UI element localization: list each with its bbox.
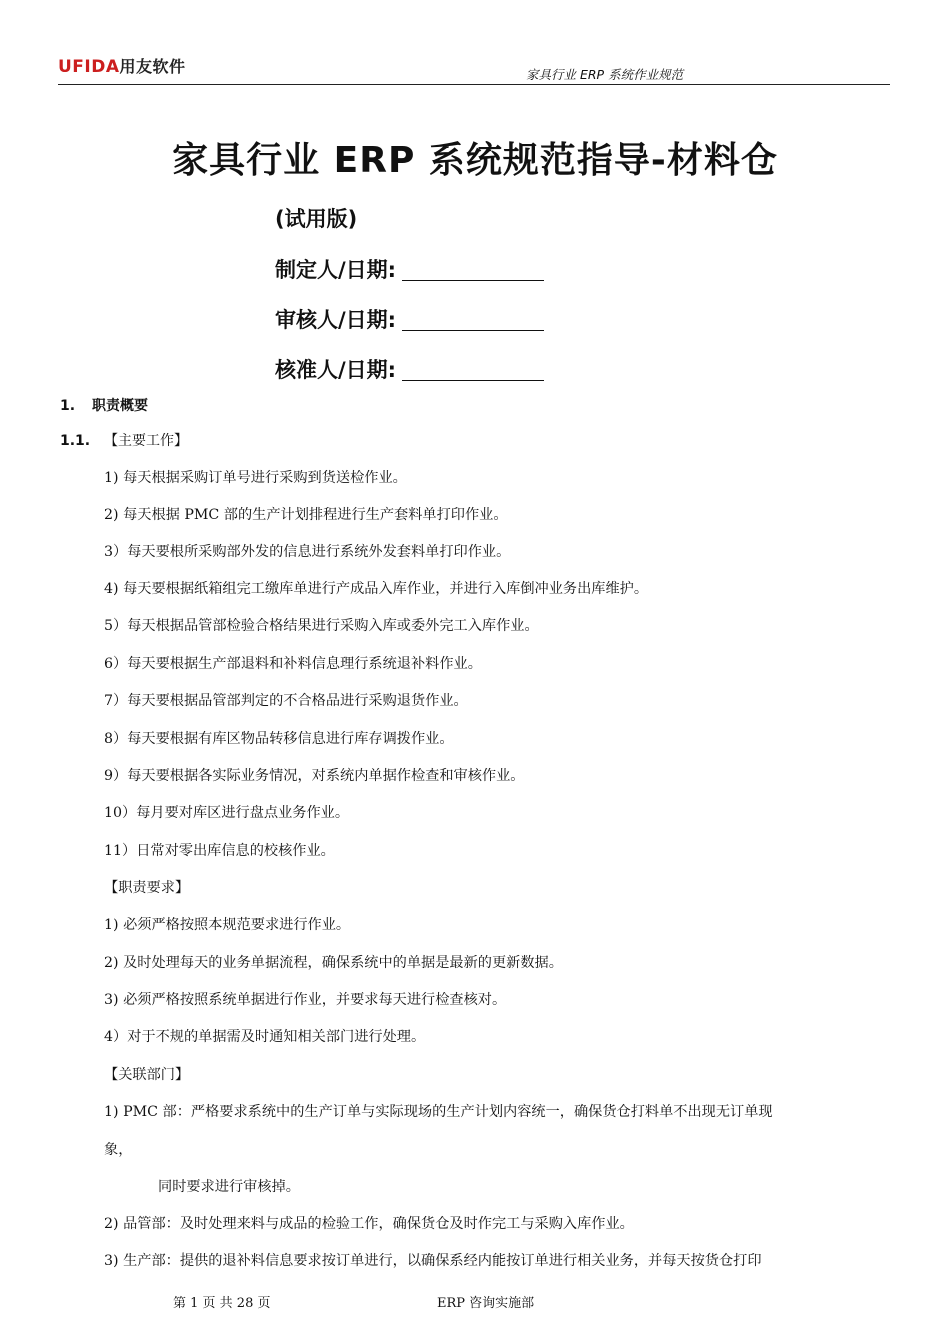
list-item: 3）每天要根所采购部外发的信息进行系统外发套料单打印作业。	[104, 544, 511, 560]
list-item: 2) 及时处理每天的业务单据流程，确保系统中的单据是最新的更新数据。	[104, 955, 563, 971]
list-item: 1) 每天根据采购订单号进行采购到货送检作业。	[104, 470, 407, 486]
list-item-continuation: 象，	[104, 1142, 133, 1158]
list-item: 6）每天要根据生产部退料和补料信息理行系统退补料作业。	[104, 656, 482, 672]
list-item: 4) 每天要根据纸箱组完工缴库单进行产成品入库作业，并进行入库倒冲业务出库维护。	[104, 581, 649, 597]
subsection-heading	[60, 430, 188, 450]
drafter-label: 制定人/日期:	[275, 258, 397, 282]
section-number: 1.	[60, 398, 76, 414]
section-heading	[60, 395, 148, 415]
footer-dept: ERP 咨询实施部	[437, 1296, 535, 1311]
list-item: 10）每月要对库区进行盘点业务作业。	[104, 805, 350, 821]
running-title: 家具行业 ERP 系统作业规范	[526, 67, 684, 82]
list-item: 8）每天要根据有库区物品转移信息进行库存调拨作业。	[104, 731, 454, 747]
dept-heading: 【关联部门】	[104, 1067, 190, 1083]
document-title: 家具行业 ERP 系统规范指导-材料仓	[172, 140, 778, 181]
reviewer-row	[275, 304, 544, 334]
list-item: 11）日常对零出库信息的校核作业。	[104, 843, 335, 859]
page-number: 第 1 页 共 28 页	[173, 1296, 271, 1311]
list-item: 1) 必须严格按照本规范要求进行作业。	[104, 917, 351, 933]
reviewer-blank	[402, 312, 544, 331]
list-item: 1) PMC 部：严格要求系统中的生产订单与实际现场的生产计划内容统一，确保货仓打料单不出现无订单现	[104, 1104, 773, 1120]
subsection-title: 【主要工作】	[104, 433, 188, 449]
edition-label: (试用版)	[275, 207, 358, 231]
list-item: 5）每天根据品管部检验合格结果进行采购入库或委外完工入库作业。	[104, 618, 539, 634]
approver-blank	[402, 362, 544, 381]
list-item: 9）每天要根据各实际业务情况，对系统内单据作检查和审核作业。	[104, 768, 525, 784]
list-item: 7）每天要根据品管部判定的不合格品进行采购退货作业。	[104, 693, 468, 709]
subsection-number: 1.1.	[60, 433, 91, 449]
list-item-continuation: 同时要求进行审核掉。	[158, 1179, 300, 1195]
logo-cn: 用友软件	[119, 57, 186, 76]
drafter-row	[275, 254, 544, 284]
approver-label: 核准人/日期:	[275, 358, 397, 382]
ufida-logo	[58, 54, 186, 77]
logo-brand: UFIDA	[58, 57, 120, 77]
section-title: 职责概要	[92, 398, 148, 414]
list-item: 2) 每天根据 PMC 部的生产计划排程进行生产套料单打印作业。	[104, 507, 508, 523]
approver-row	[275, 354, 544, 384]
list-item: 3) 生产部：提供的退补料信息要求按订单进行，以确保系经内能按订单进行相关业务，并每天按货仓打印	[104, 1253, 762, 1269]
list-item: 3) 必须严格按照系统单据进行作业，并要求每天进行检查核对。	[104, 992, 507, 1008]
page-header	[58, 50, 890, 85]
reviewer-label: 审核人/日期:	[275, 308, 397, 332]
drafter-blank	[402, 262, 544, 281]
list-item: 4）对于不规的单据需及时通知相关部门进行处理。	[104, 1029, 426, 1045]
list-item: 2) 品管部：及时处理来料与成品的检验工作，确保货仓及时作完工与采购入库作业。	[104, 1216, 634, 1232]
duty-heading: 【职责要求】	[104, 880, 190, 896]
